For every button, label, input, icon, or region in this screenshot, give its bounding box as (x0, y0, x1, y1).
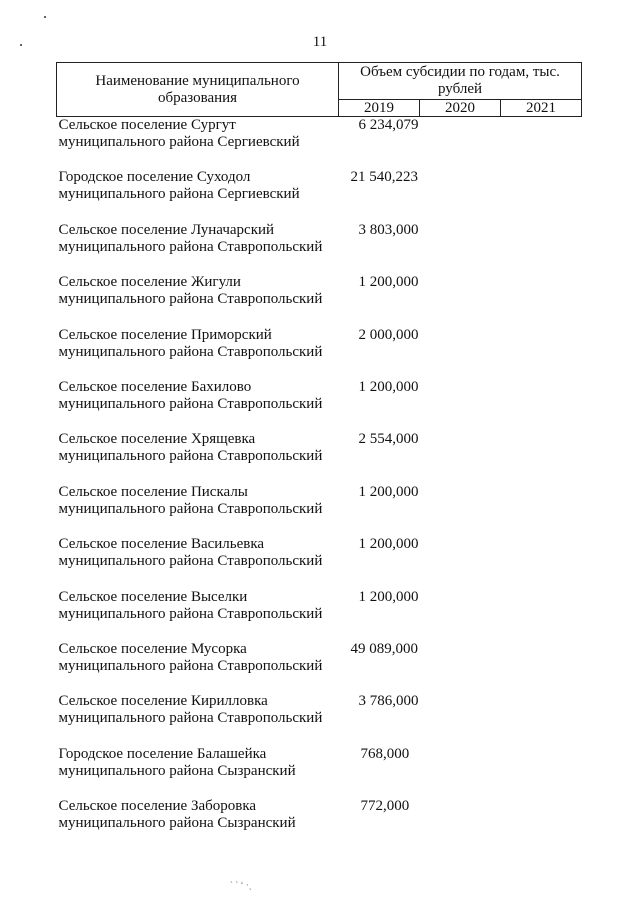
table-row (57, 327, 582, 379)
header-municipality: Наименование муниципального образования (57, 63, 339, 117)
district-name: муниципального района Ставропольский (58, 343, 323, 360)
municipality-name-cell (57, 379, 339, 431)
subsidy-2019-cell: 768,000 (360, 745, 410, 762)
subsidy-2020-cell (420, 693, 501, 745)
header-year-2020: 2020 (420, 100, 501, 117)
subsidy-2020-cell (420, 746, 501, 798)
table-row (57, 379, 582, 431)
table-row (57, 431, 582, 483)
subsidy-2020-cell (420, 222, 501, 274)
subsidy-2021-cell (501, 169, 582, 221)
subsidy-2020-cell (420, 641, 501, 693)
municipality-name-cell (57, 536, 339, 588)
subsidy-2021-cell (501, 222, 582, 274)
table-row (57, 484, 582, 536)
subsidy-2020-cell (420, 169, 501, 221)
subsidy-2019-cell: 1 200,000 (358, 274, 419, 291)
subsidy-2019-cell: 3 786,000 (358, 693, 419, 710)
settlement-name: Сельское поселение Бахилово (58, 378, 252, 395)
table-row (57, 589, 582, 641)
subsidy-2021-cell (501, 327, 582, 379)
subsidy-2019-cell: 1 200,000 (358, 483, 419, 500)
district-name: муниципального района Ставропольский (58, 238, 323, 255)
settlement-name: Сельское поселение Приморский (58, 326, 272, 343)
subsidy-2021-cell (501, 589, 582, 641)
settlement-name: Сельское поселение Васильевка (58, 536, 265, 553)
district-name: муниципального района Сергиевский (58, 186, 300, 203)
scan-smudge: ` ` ‘ ·ˎ (230, 880, 252, 890)
table-row (57, 693, 582, 745)
header-subsidy-volume: Объем субсидии по годам, тыс. рублей (339, 63, 582, 100)
table-row (57, 641, 582, 693)
header-year-2021: 2021 (501, 100, 582, 117)
municipality-name-cell (57, 746, 339, 798)
municipality-name-cell (57, 222, 339, 274)
settlement-name: Сельское поселение Жигули (58, 274, 241, 291)
subsidy-2020-cell (420, 274, 501, 326)
subsidy-2021-cell (501, 536, 582, 588)
subsidy-2020-cell (420, 117, 501, 170)
subsidy-2019-cell: 3 803,000 (358, 221, 419, 238)
settlement-name: Городское поселение Балашейка (58, 745, 267, 762)
district-name: муниципального района Ставропольский (58, 448, 323, 465)
district-name: муниципального района Ставропольский (58, 553, 323, 570)
table-row (57, 746, 582, 798)
table-row (57, 798, 582, 850)
municipality-name-cell (57, 589, 339, 641)
settlement-name: Сельское поселение Сургут (58, 117, 236, 133)
scan-speck (44, 16, 46, 18)
table-body (57, 117, 582, 851)
municipality-name-cell (57, 798, 339, 850)
subsidy-2020-cell (420, 536, 501, 588)
subsidy-2021-cell (501, 379, 582, 431)
subsidy-2020-cell (420, 589, 501, 641)
header-year-2019: 2019 (339, 100, 420, 117)
subsidy-table (56, 62, 582, 850)
district-name: муниципального района Ставропольский (58, 657, 323, 674)
district-name: муниципального района Ставропольский (58, 605, 323, 622)
subsidy-2021-cell (501, 798, 582, 850)
district-name: муниципального района Сызранский (58, 762, 296, 779)
district-name: муниципального района Сызранский (58, 815, 296, 832)
district-name: муниципального района Ставропольский (58, 291, 323, 308)
municipality-name-cell (57, 641, 339, 693)
municipality-name-cell (57, 327, 339, 379)
subsidy-2021-cell (501, 274, 582, 326)
subsidy-2019-cell: 49 089,000 (350, 640, 418, 657)
district-name: муниципального района Сергиевский (58, 134, 300, 150)
subsidy-2021-cell (501, 693, 582, 745)
subsidy-2021-cell (501, 117, 582, 170)
subsidy-2020-cell (420, 327, 501, 379)
district-name: муниципального района Ставропольский (58, 395, 323, 412)
subsidy-2020-cell (420, 798, 501, 850)
subsidy-2019-cell: 2 554,000 (358, 431, 419, 448)
settlement-name: Городское поселение Суходол (58, 169, 251, 186)
subsidy-2019-cell: 2 000,000 (358, 326, 419, 343)
settlement-name: Сельское поселение Пискалы (58, 483, 248, 500)
subsidy-2021-cell (501, 431, 582, 483)
subsidy-2021-cell (501, 641, 582, 693)
municipality-name-cell (57, 484, 339, 536)
settlement-name: Сельское поселение Хрящевка (58, 431, 256, 448)
table-row (57, 536, 582, 588)
settlement-name: Сельское поселение Мусорка (58, 640, 247, 657)
subsidy-2019-cell: 1 200,000 (358, 378, 419, 395)
subsidy-2021-cell (501, 484, 582, 536)
district-name: муниципального района Ставропольский (58, 710, 323, 727)
subsidy-2019-cell: 1 200,000 (358, 588, 419, 605)
subsidy-2021-cell (501, 746, 582, 798)
municipality-name-cell (57, 431, 339, 483)
subsidy-2020-cell (420, 431, 501, 483)
settlement-name: Сельское поселение Луначарский (58, 221, 275, 238)
subsidy-2020-cell (420, 379, 501, 431)
subsidy-2019-cell: 6 234,079 (358, 117, 419, 133)
district-name: муниципального района Ставропольский (58, 500, 323, 517)
subsidy-2019-cell: 1 200,000 (358, 536, 419, 553)
municipality-name-cell (57, 117, 339, 170)
table-row (57, 274, 582, 326)
scan-speck (20, 44, 22, 46)
settlement-name: Сельское поселение Выселки (58, 588, 248, 605)
municipality-name-cell (57, 169, 339, 221)
settlement-name: Сельское поселение Кирилловка (58, 693, 268, 710)
table-row (57, 169, 582, 221)
table-row (57, 117, 582, 170)
table-row (57, 222, 582, 274)
municipality-name-cell (57, 693, 339, 745)
subsidy-2019-cell: 772,000 (360, 798, 410, 815)
page-number: 11 (312, 34, 328, 50)
settlement-name: Сельское поселение Заборовка (58, 798, 257, 815)
subsidy-2019-cell: 21 540,223 (350, 169, 418, 186)
municipality-name-cell (57, 274, 339, 326)
subsidy-2020-cell (420, 484, 501, 536)
